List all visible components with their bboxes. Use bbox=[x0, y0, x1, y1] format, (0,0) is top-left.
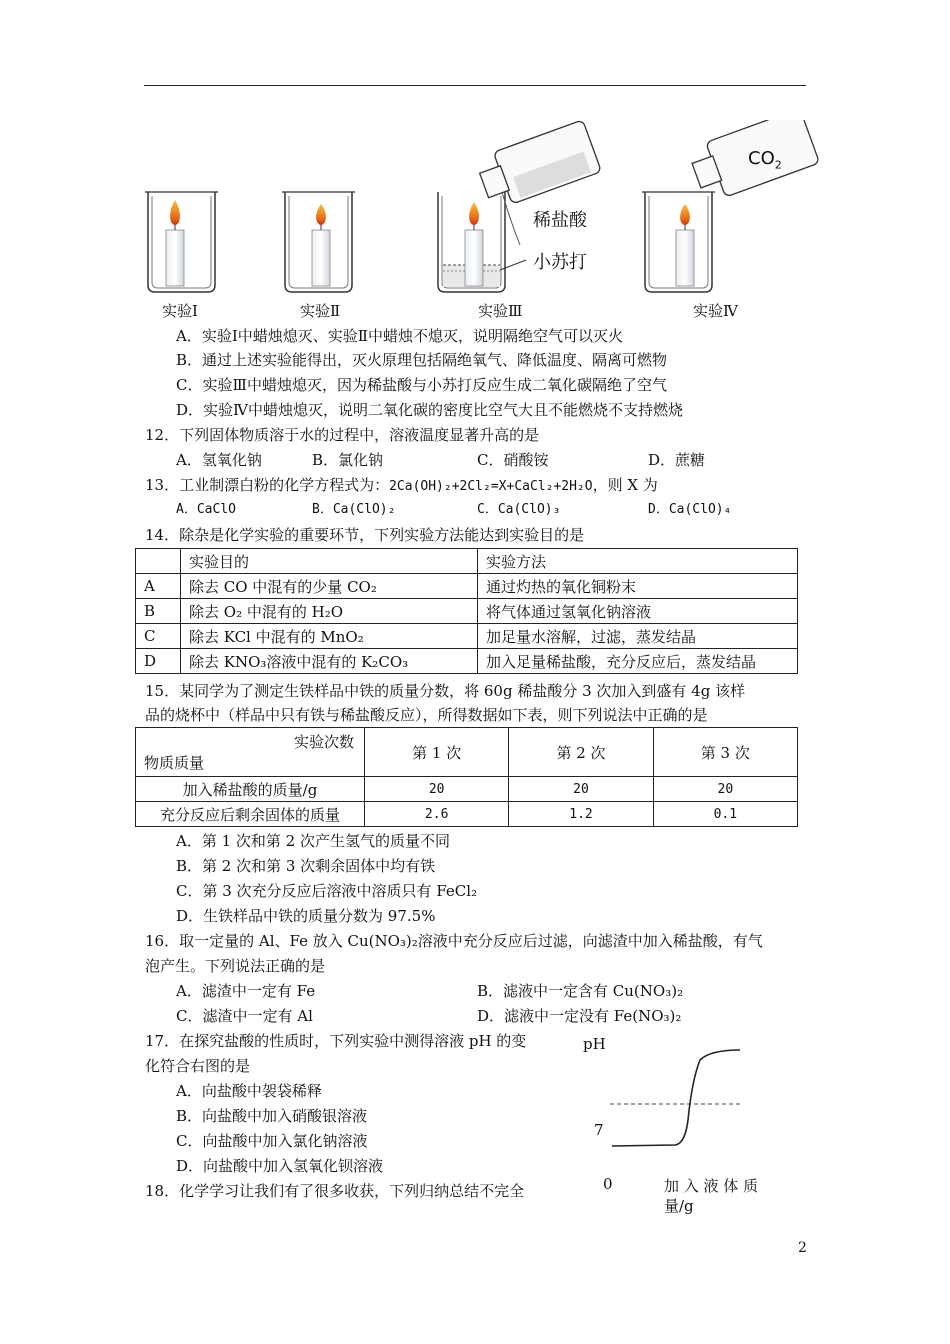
table-cell: 除去 O₂ 中混有的 H₂O bbox=[181, 599, 478, 624]
table-header-cell: 第 1 次 bbox=[365, 728, 509, 777]
table-row bbox=[136, 802, 798, 827]
table-cell: A bbox=[136, 574, 181, 599]
exp-label-4: 实验Ⅳ bbox=[693, 302, 738, 320]
q13-option-c: C．Ca(ClO)₃ bbox=[477, 502, 561, 517]
table-cell: 20 bbox=[365, 777, 509, 802]
q15-stem-line1: 15．某同学为了测定生铁样品中铁的质量分数，将 60g 稀盐酸分 3 次加入到盛有 4g 该样 bbox=[145, 682, 746, 700]
beaker-2 bbox=[282, 192, 355, 292]
exp-label-2: 实验Ⅱ bbox=[300, 302, 341, 320]
q15-option-b: B．第 2 次和第 3 次剩余固体中均有铁 bbox=[176, 857, 436, 875]
graph-seven-label: 7 bbox=[594, 1121, 604, 1139]
table-cell: 通过灼热的氧化铜粉末 bbox=[478, 574, 798, 599]
table-cell: 0.1 bbox=[653, 802, 797, 827]
table-cell: 20 bbox=[509, 777, 653, 802]
table-cell: D bbox=[136, 649, 181, 674]
graph-x-label-line2: 量/g bbox=[664, 1197, 694, 1215]
graph-y-label: pH bbox=[583, 1035, 606, 1053]
beaker-4 bbox=[642, 120, 820, 292]
table-cell: 加入足量稀盐酸，充分反应后，蒸发结晶 bbox=[478, 649, 798, 674]
q16-option-d: D．滤液中一定没有 Fe(NO₃)₂ bbox=[477, 1007, 682, 1025]
experiment-figure bbox=[140, 120, 820, 300]
table-cell: 2.6 bbox=[365, 802, 509, 827]
table-row bbox=[136, 549, 798, 574]
q17-option-d: D．向盐酸中加入氢氧化钡溶液 bbox=[176, 1157, 384, 1175]
q16-stem-line1: 16．取一定量的 Al、Fe 放入 Cu(NO₃)₂溶液中充分反应后过滤，向滤渣中加入稀盐酸，有气 bbox=[145, 932, 763, 950]
table-cell: 实验方法 bbox=[478, 549, 798, 574]
q14-table bbox=[135, 548, 798, 674]
q18-stem: 18．化学学习让我们有了很多收获，下列归纳总结不完全 bbox=[145, 1182, 525, 1200]
q14-stem: 14．除杂是化学实验的重要环节，下列实验方法能达到实验目的是 bbox=[145, 526, 585, 544]
page-number: 2 bbox=[798, 1240, 807, 1256]
graph-zero-label: 0 bbox=[603, 1175, 613, 1193]
q17-option-c: C．向盐酸中加入氯化钠溶液 bbox=[176, 1132, 368, 1150]
table-row bbox=[136, 777, 798, 802]
q12-option-d: D．蔗糖 bbox=[648, 451, 706, 469]
q17-stem-line2: 化符合右图的是 bbox=[145, 1057, 251, 1075]
q15-option-a: A．第 1 次和第 2 次产生氢气的质量不同 bbox=[176, 832, 450, 850]
exp-label-3: 实验Ⅲ bbox=[478, 302, 523, 320]
table-cell: 加入稀盐酸的质量/g bbox=[136, 777, 365, 802]
table-row bbox=[136, 728, 798, 777]
q17-stem-line1: 17．在探究盐酸的性质时，下列实验中测得溶液 pH 的变 bbox=[145, 1032, 527, 1050]
table-cell: 除去 KCl 中混有的 MnO₂ bbox=[181, 624, 478, 649]
ph-curve-graph bbox=[600, 1040, 760, 1160]
q11-option-d: D．实验Ⅳ中蜡烛熄灭，说明二氧化碳的密度比空气大且不能燃烧不支持燃烧 bbox=[176, 401, 684, 419]
q11-option-b: B．通过上述实验能得出，灭火原理包括隔绝氧气、降低温度、隔离可燃物 bbox=[176, 351, 668, 369]
q12-option-a: A．氢氧化钠 bbox=[176, 451, 262, 469]
table-cell: 除去 CO 中混有的少量 CO₂ bbox=[181, 574, 478, 599]
table-cell: 实验目的 bbox=[181, 549, 478, 574]
table-header-cell: 第 2 次 bbox=[509, 728, 653, 777]
q17-option-b: B．向盐酸中加入硝酸银溶液 bbox=[176, 1107, 368, 1125]
table-cell: 充分反应后剩余固体的质量 bbox=[136, 802, 365, 827]
table-cell: B bbox=[136, 599, 181, 624]
table-cell: 加足量水溶解，过滤，蒸发结晶 bbox=[478, 624, 798, 649]
table-row bbox=[136, 649, 798, 674]
graph-x-label-line1: 加 入 液 体 质 bbox=[664, 1177, 759, 1195]
q11-option-a: A．实验Ⅰ中蜡烛熄灭、实验Ⅱ中蜡烛不熄灭，说明隔绝空气可以灭火 bbox=[176, 327, 623, 345]
q15-option-c: C．第 3 次充分反应后溶液中溶质只有 FeCl₂ bbox=[176, 882, 478, 900]
q15-table bbox=[135, 727, 798, 827]
q13-option-d: D．Ca(ClO)₄ bbox=[648, 502, 732, 517]
table-header-cell: 第 3 次 bbox=[653, 728, 797, 777]
table-cell: 将气体通过氢氧化钠溶液 bbox=[478, 599, 798, 624]
table-corner-cell bbox=[136, 728, 365, 777]
q15-option-d: D．生铁样品中铁的质量分数为 97.5% bbox=[176, 907, 436, 925]
q16-option-c: C．滤渣中一定有 Al bbox=[176, 1007, 313, 1025]
table-cell: 除去 KNO₃溶液中混有的 K₂CO₃ bbox=[181, 649, 478, 674]
q15-stem-line2: 品的烧杯中（样品中只有铁与稀盐酸反应），所得数据如下表，则下列说法中正确的是 bbox=[145, 706, 708, 724]
table-cell: 1.2 bbox=[509, 802, 653, 827]
table-cell bbox=[136, 549, 181, 574]
header-rule bbox=[144, 85, 806, 86]
table-row bbox=[136, 599, 798, 624]
co2-label: $CO_2$ bbox=[748, 148, 782, 172]
q16-option-b: B．滤液中一定含有 Cu(NO₃)₂ bbox=[477, 982, 684, 1000]
corner-bottom-label: 物质质量 bbox=[144, 754, 205, 772]
q16-stem-line2: 泡产生。下列说法正确的是 bbox=[145, 957, 326, 975]
soda-label: 小苏打 bbox=[533, 252, 587, 273]
q11-option-c: C．实验Ⅲ中蜡烛熄灭，因为稀盐酸与小苏打反应生成二氧化碳隔绝了空气 bbox=[176, 376, 667, 394]
corner-top-label: 实验次数 bbox=[293, 733, 354, 751]
beaker-1 bbox=[145, 192, 218, 292]
q12-stem: 12．下列固体物质溶于水的过程中，溶液温度显著升高的是 bbox=[145, 426, 540, 444]
exp-label-1: 实验Ⅰ bbox=[162, 302, 198, 320]
table-cell: C bbox=[136, 624, 181, 649]
q13-stem: 13．工业制漂白粉的化学方程式为：2Ca(OH)₂+2Cl₂=X+CaCl₂+2H₂O，则 X 为 bbox=[145, 476, 658, 494]
q17-option-a: A．向盐酸中袈袋稀释 bbox=[176, 1082, 322, 1100]
q13-option-b: B．Ca(ClO)₂ bbox=[312, 502, 396, 517]
q13-option-a: A．CaClO bbox=[176, 502, 236, 517]
table-row bbox=[136, 624, 798, 649]
acid-label: 稀盐酸 bbox=[533, 210, 587, 231]
q12-option-b: B．氯化钠 bbox=[312, 451, 384, 469]
q12-option-c: C．硝酸铵 bbox=[477, 451, 549, 469]
table-row bbox=[136, 574, 798, 599]
table-cell: 20 bbox=[653, 777, 797, 802]
q16-option-a: A．滤渣中一定有 Fe bbox=[176, 982, 316, 1000]
